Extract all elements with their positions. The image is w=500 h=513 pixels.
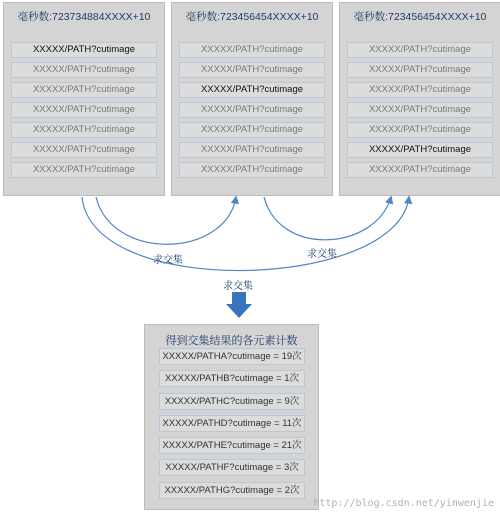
result-row: XXXXX/PATHC?cutimage = 9次 bbox=[159, 393, 305, 410]
down-arrow-icon bbox=[226, 292, 252, 318]
watermark: http://blog.csdn.net/yinwenjie bbox=[313, 498, 494, 509]
result-panel bbox=[144, 324, 319, 510]
list-item: XXXXX/PATH?cutimage bbox=[347, 82, 493, 98]
list-item: XXXXX/PATH?cutimage bbox=[347, 142, 493, 158]
result-row: XXXXX/PATHF?cutimage = 3次 bbox=[159, 459, 305, 476]
result-title: 得到交集结果的各元素计数 bbox=[165, 335, 298, 347]
list-item: XXXXX/PATH?cutimage bbox=[11, 162, 157, 178]
connector-left-intersect bbox=[96, 197, 236, 244]
list-item: XXXXX/PATH?cutimage bbox=[179, 102, 325, 118]
list-item: XXXXX/PATH?cutimage bbox=[11, 82, 157, 98]
connector-all-intersect bbox=[82, 197, 409, 271]
panel-title: 毫秒数:723456454XXXX+10 bbox=[185, 11, 319, 23]
list-item: XXXXX/PATH?cutimage bbox=[179, 122, 325, 138]
label-intersect-left: 求交集 bbox=[153, 255, 183, 266]
list-item: XXXXX/PATH?cutimage bbox=[11, 42, 157, 58]
panel-title: 毫秒数:723456454XXXX+10 bbox=[353, 11, 487, 23]
list-item: XXXXX/PATH?cutimage bbox=[179, 42, 325, 58]
list-item: XXXXX/PATH?cutimage bbox=[179, 162, 325, 178]
list-item: XXXXX/PATH?cutimage bbox=[11, 62, 157, 78]
list-item: XXXXX/PATH?cutimage bbox=[179, 62, 325, 78]
result-row: XXXXX/PATHB?cutimage = 1次 bbox=[159, 370, 305, 387]
label-intersect-right: 求交集 bbox=[307, 249, 337, 260]
list-item: XXXXX/PATH?cutimage bbox=[179, 142, 325, 158]
list-item: XXXXX/PATH?cutimage bbox=[347, 42, 493, 58]
panel-title: 毫秒数:723734884XXXX+10 bbox=[17, 11, 151, 23]
list-item: XXXXX/PATH?cutimage bbox=[179, 82, 325, 98]
list-item: XXXXX/PATH?cutimage bbox=[11, 102, 157, 118]
label-intersect-all: 求交集 bbox=[223, 281, 253, 292]
result-row: XXXXX/PATHG?cutimage = 2次 bbox=[159, 482, 305, 499]
list-item: XXXXX/PATH?cutimage bbox=[11, 122, 157, 138]
connector-right-intersect bbox=[264, 197, 391, 240]
result-list bbox=[159, 348, 305, 504]
result-row: XXXXX/PATHD?cutimage = 11次 bbox=[159, 415, 305, 432]
list-item: XXXXX/PATH?cutimage bbox=[11, 142, 157, 158]
list-item: XXXXX/PATH?cutimage bbox=[347, 162, 493, 178]
result-row: XXXXX/PATHA?cutimage = 19次 bbox=[159, 348, 305, 365]
result-row: XXXXX/PATHE?cutimage = 21次 bbox=[159, 437, 305, 454]
list-item: XXXXX/PATH?cutimage bbox=[347, 62, 493, 78]
list-item: XXXXX/PATH?cutimage bbox=[347, 102, 493, 118]
list-item: XXXXX/PATH?cutimage bbox=[347, 122, 493, 138]
